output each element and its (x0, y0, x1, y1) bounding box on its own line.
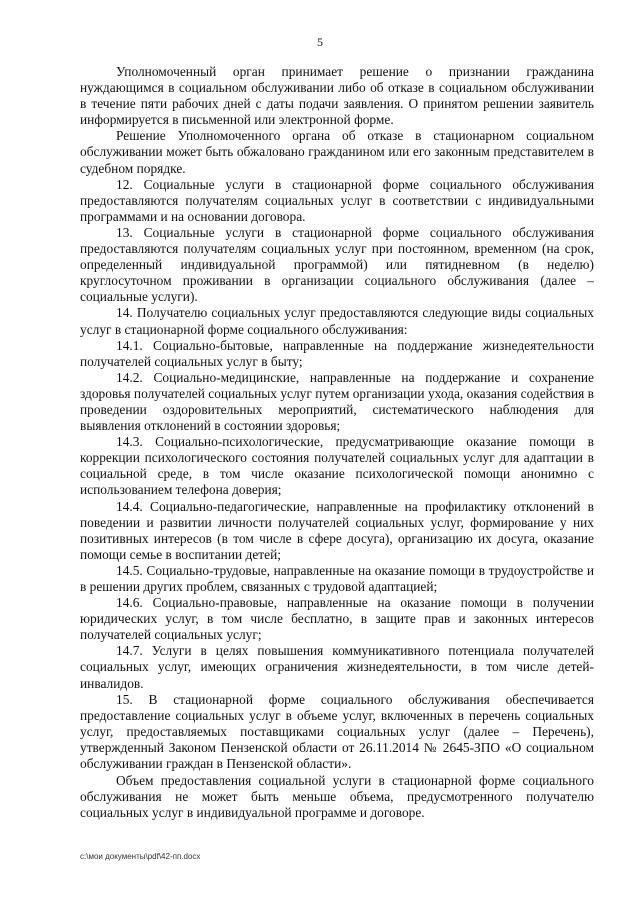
paragraph: 14. Получателю социальных услуг предоставляются следующие виды социальных услуг в стационарной форме социального обслуживания: (80, 305, 594, 337)
paragraph: 14.2. Социально-медицинские, направленные на поддержание и сохранение здоровья получателей социальных услуг путем организации ухода, оказания содействия в проведении оздоровительных мероприятий, систематического наблюдения для выявления отклонений в состоянии здоровья; (80, 369, 594, 434)
paragraph: 14.6. Социально-правовые, направленные на оказание помощи в получении юридических услуг, в том числе бесплатно, в защите прав и законных интересов получателей социальных услуг; (80, 595, 594, 643)
paragraph: 14.4. Социально-педагогические, направленные на профилактику отклонений в поведении и развитии личности получателей социальных услуг, формирование у них позитивных интересов (в том числе в сфере досуга), организацию их досуга, оказание помощи семье в воспитании детей; (80, 498, 594, 562)
page-number: 5 (317, 35, 323, 49)
paragraph: 14.3. Социально-психологические, предусматривающие оказание помощи в коррекции психологического состояния получателей социальных услуг для адаптации в социальной среде, в том числе оказание психологической помощи анонимно с использованием телефона доверия; (80, 434, 594, 498)
paragraph: 14.7. Услуги в целях повышения коммуникативного потенциала получателей социальных услуг, имеющих ограничения жизнедеятельности, в том числе детей-инвалидов. (80, 643, 594, 691)
paragraph: Объем предоставления социальной услуги в стационарной форме социального обслуживания не может быть меньше объема, предусмотренного получателю социальных услуг в индивидуальной программе и договоре. (80, 773, 594, 821)
footer-file-path: c:\мои документы\pdf\42-пп.docx (80, 852, 201, 861)
paragraph: 12. Социальные услуги в стационарной форме социального обслуживания предоставляются получателям социальных услуг в соответствии с индивидуальными программами и на основании договора. (80, 176, 594, 224)
paragraph: 15. В стационарной форме социального обслуживания обеспечивается предоставление социальных услуг в объеме услуг, включенных в перечень социальных услуг, предоставляемых поставщиками социальных услуг (далее – Перечень), утвержденный Законом Пензенской области от 26.11.2014 № 2645-ЗПО «О социальном обслуживании граждан в Пензенской области». (80, 691, 594, 772)
paragraph: Уполномоченный орган принимает решение о признании гражданина нуждающимся в социальном обслуживании либо об отказе в социальном обслуживании в течение пяти рабочих дней с даты подачи заявления. О принятом решении заявитель информируется в письменной или электронной форме. (80, 64, 594, 128)
paragraph: 13. Социальные услуги в стационарной форме социального обслуживания предоставляются получателям социальных услуг при постоянном, временном (на срок, определенный индивидуальной программой) или пятидневном (в неделю) круглосуточном проживании в организации социального обслуживания (далее – социальные услуги). (80, 224, 594, 305)
paragraph: 14.1. Социально-бытовые, направленные на поддержание жизнедеятельности получателей социальных услуг в быту; (80, 337, 594, 369)
paragraph: 14.5. Социально-трудовые, направленные на оказание помощи в трудоустройстве и в решении других проблем, связанных с трудовой адаптацией; (80, 562, 594, 594)
document-body (80, 64, 594, 821)
paragraph: Решение Уполномоченного органа об отказе в стационарном социальном обслуживании может быть обжаловано гражданином или его законным представителем в судебном порядке. (80, 128, 594, 176)
